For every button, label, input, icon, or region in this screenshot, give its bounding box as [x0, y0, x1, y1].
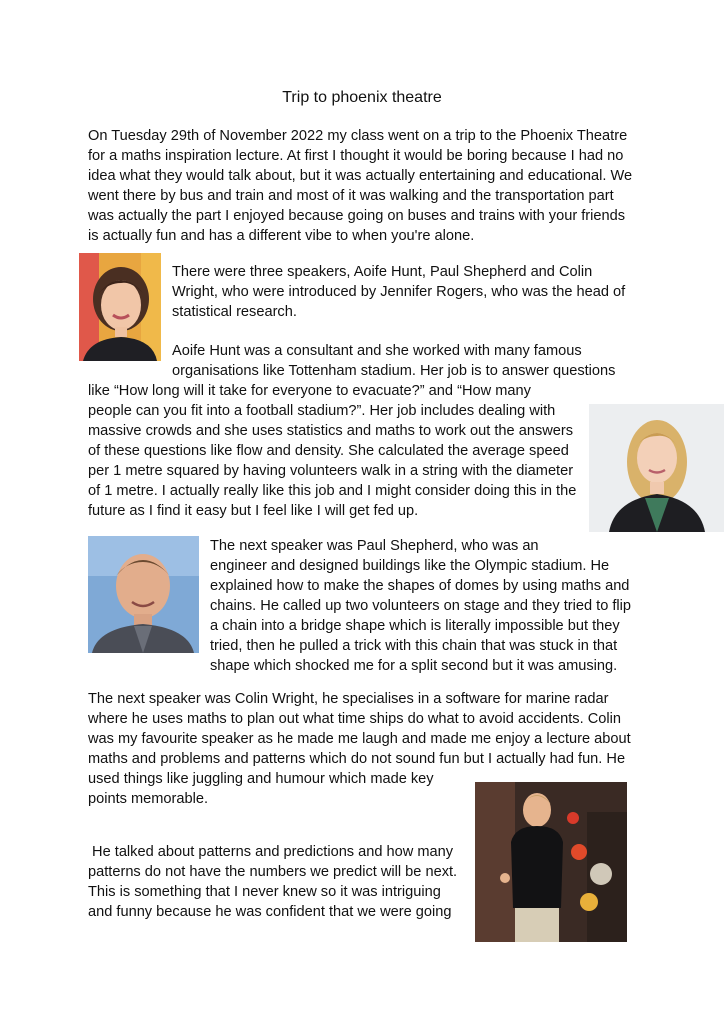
text-line: chains. He called up two volunteers on stage and they tried to flip [210, 598, 632, 614]
text-line: a chain into a bridge shape which is literally impossible but they [210, 618, 620, 634]
text-line: This is something that I never knew so it was intriguing [88, 884, 441, 900]
text-line: patterns do not have the numbers we predict will be next. [88, 864, 458, 880]
text-line: like “How long will it take for everyone to evacuate?” and “How many [88, 383, 531, 399]
text-line: of these questions like flow and density. She calculated the average speed [88, 443, 569, 459]
text-line: The next speaker was Paul Shepherd, who was an [210, 538, 539, 554]
text-line: maths and problems and patterns which do not sound fun but I actually had fun. He [88, 751, 626, 767]
text-line: went there by bus and train and most of it was walking and the transportation part [88, 188, 614, 204]
text-line: future as I find it easy but I feel like I will get fed up. [88, 503, 419, 519]
text-line: engineer and designed buildings like the Olympic stadium. He [210, 558, 610, 574]
text-line: points memorable. [88, 791, 209, 807]
text-line: There were three speakers, Aoife Hunt, Paul Shepherd and Colin [172, 264, 593, 280]
text-line: was actually the part I enjoyed because going on buses and trains with your friends [88, 208, 626, 224]
text-line: On Tuesday 29th of November 2022 my class went on a trip to the Phoenix Theatre [88, 128, 628, 144]
text-line: where he uses maths to plan out what time ships do what to avoid accidents. Colin [88, 711, 621, 727]
text-line: for a maths inspiration lecture. At first I thought it would be boring because I had no [88, 148, 624, 164]
text-line: and funny because he was confident that we were going [88, 904, 452, 920]
text-line: of 1 metre. I actually really like this job and I might consider doing this in the [88, 483, 577, 499]
text-line: explained how to make the shapes of domes by using maths and [210, 578, 630, 594]
text-line: was my favourite speaker as he made me laugh and made me enjoy a lecture about [88, 731, 631, 747]
speaker-photo-right [589, 404, 724, 532]
text-line: people can you fit into a football stadium?”. Her job includes dealing with [88, 403, 556, 419]
text-line: massive crowds and she uses statistics and maths to work out the answers [88, 423, 574, 439]
speaker-photo-aoife-hunt [79, 253, 161, 361]
text-line: tried, then he pulled a trick with this chain that was stuck in that [210, 638, 618, 654]
text-line: is actually fun and has a different vibe to when you're alone. [88, 228, 475, 244]
text-line: per 1 metre squared by having volunteers walk in a string with the diameter [88, 463, 574, 479]
text-line: statistical research. [172, 304, 297, 320]
page-title: Trip to phoenix theatre [282, 89, 442, 106]
text-line: shape which shocked me for a split second but it was amusing. [210, 658, 618, 674]
text-line: organisations like Tottenham stadium. Her job is to answer questions [172, 363, 616, 379]
speaker-photo-paul-shepherd [88, 536, 199, 653]
text-line: Aoife Hunt was a consultant and she worked with many famous [172, 343, 582, 359]
speaker-photo-colin-wright [475, 782, 627, 942]
text-line: He talked about patterns and predictions and how many [88, 844, 454, 860]
text-line: idea what they would talk about, but it was actually entertaining and educational. We [88, 168, 633, 184]
text-line: used things like juggling and humour which made key [88, 771, 434, 787]
text-line: Wright, who were introduced by Jennifer Rogers, who was the head of [172, 284, 626, 300]
text-line: The next speaker was Colin Wright, he specialises in a software for marine radar [88, 691, 609, 707]
